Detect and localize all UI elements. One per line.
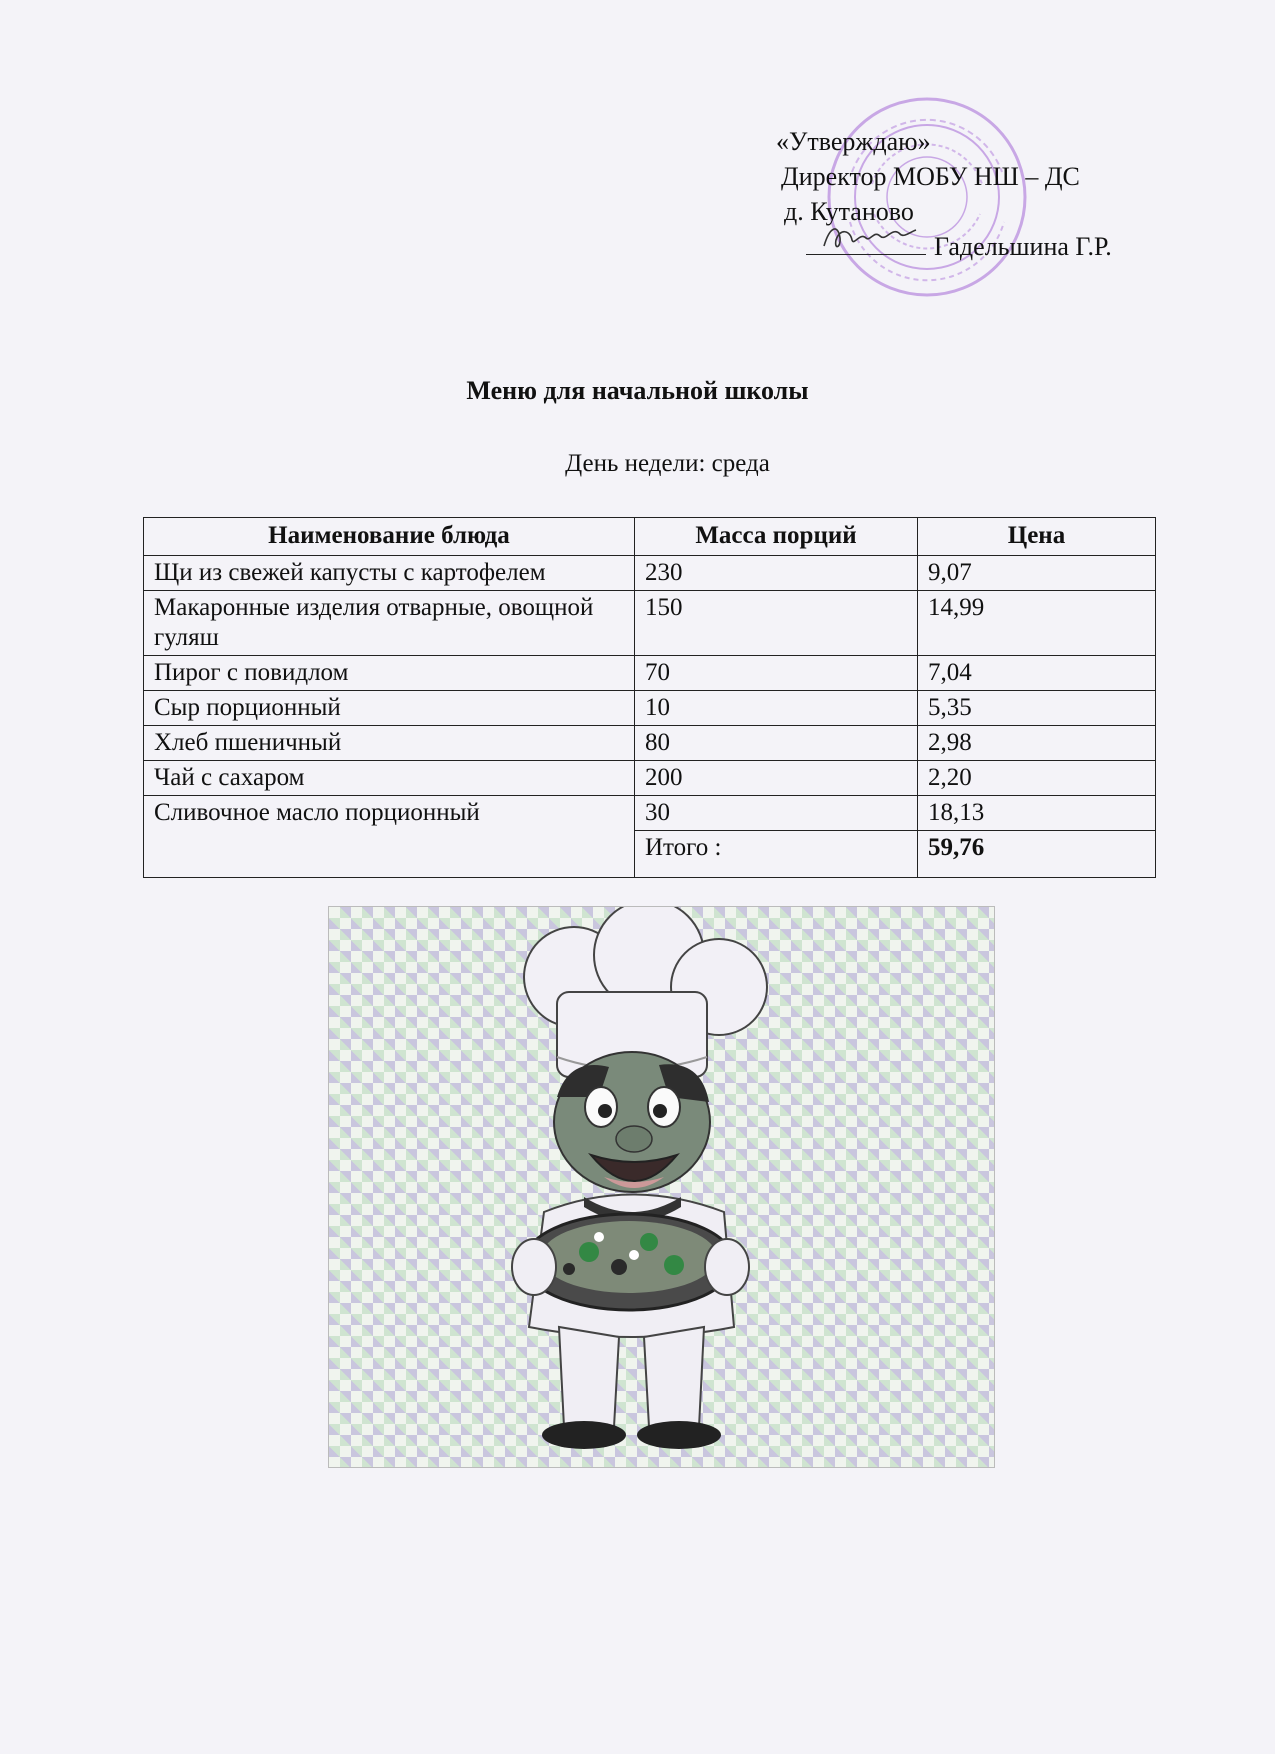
- dish-name: Сыр порционный: [144, 691, 635, 726]
- director-name: Гадельшина Г.Р.: [934, 232, 1112, 261]
- dish-mass: 70: [635, 656, 918, 691]
- dish-mass: 150: [635, 591, 918, 656]
- dish-price: 18,13: [918, 796, 1156, 831]
- dish-mass: 10: [635, 691, 918, 726]
- header-price: Цена: [918, 518, 1156, 556]
- header-dish-name: Наименование блюда: [144, 518, 635, 556]
- table-header-row: [144, 518, 1156, 556]
- table-row: [144, 691, 1156, 726]
- approval-line-village: д. Кутаново: [784, 197, 914, 226]
- table-row: [144, 761, 1156, 796]
- approval-line-position: Директор МОБУ НШ – ДС: [781, 162, 1080, 191]
- approval-line-signature: [776, 229, 1112, 264]
- dish-mass: 200: [635, 761, 918, 796]
- chef-with-pizza-illustration: [328, 906, 995, 1468]
- dish-name: Макаронные изделия отварные, овощной гуляш: [144, 591, 635, 656]
- dish-mass: 80: [635, 726, 918, 761]
- table-row: [144, 556, 1156, 591]
- dish-mass: 30: [635, 796, 918, 831]
- dish-name: Щи из свежей капусты с картофелем: [144, 556, 635, 591]
- approval-line-approve: «Утверждаю»: [776, 127, 931, 156]
- table-row: [144, 591, 1156, 656]
- dish-name: Пирог с повидлом: [144, 656, 635, 691]
- dish-name: Чай с сахаром: [144, 761, 635, 796]
- table-row: [144, 656, 1156, 691]
- dish-price: 5,35: [918, 691, 1156, 726]
- chef-face-icon: [554, 1052, 710, 1192]
- dish-name: Сливочное масло порционный: [144, 796, 635, 878]
- dish-price: 14,99: [918, 591, 1156, 656]
- dish-mass: 230: [635, 556, 918, 591]
- dish-price: 2,98: [918, 726, 1156, 761]
- dish-price: 9,07: [918, 556, 1156, 591]
- total-label: Итого :: [635, 831, 918, 878]
- signature-line: [806, 232, 926, 255]
- dish-price: 2,20: [918, 761, 1156, 796]
- header-portion-mass: Масса порций: [635, 518, 918, 556]
- chef-hat-icon: [524, 907, 767, 1077]
- menu-table: [143, 517, 1156, 878]
- table-row: [144, 726, 1156, 761]
- day-of-week: День недели: среда: [565, 450, 770, 477]
- page-title: Меню для начальной школы: [466, 376, 809, 405]
- approval-block: [776, 124, 1112, 264]
- dish-name: Хлеб пшеничный: [144, 726, 635, 761]
- table-row: [144, 796, 1156, 831]
- total-value: 59,76: [918, 831, 1156, 878]
- handwritten-signature-icon: [816, 220, 926, 256]
- dish-price: 7,04: [918, 656, 1156, 691]
